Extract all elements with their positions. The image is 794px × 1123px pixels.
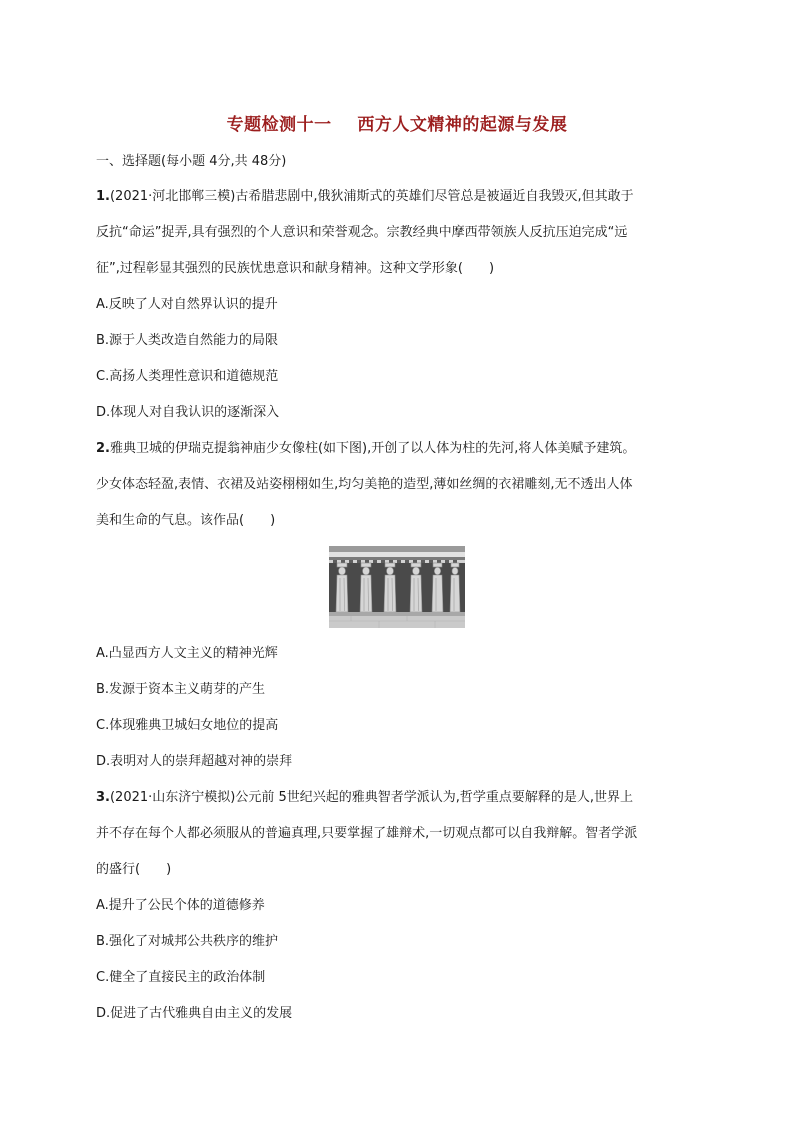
- section-header: 一、选择题(每小题 4分,共 48分): [96, 154, 287, 169]
- question-1-line-1: [96, 188, 696, 206]
- question-2-line-1: [96, 440, 696, 458]
- question-text: 雅典卫城的伊瑞克提翁神庙少女像柱(如下图),开创了以人体为柱的先河,将人体美赋予建筑。: [109, 441, 636, 456]
- question-1-option-c: C.高扬人类理性意识和道德规范: [96, 369, 279, 384]
- question-2-line-3: 美和生命的气息。该作品( ): [96, 513, 276, 528]
- question-3-option-b: B.强化了对城邦公共秩序的维护: [96, 934, 279, 949]
- question-3-option-d: D.促进了古代雅典自由主义的发展: [96, 1006, 293, 1021]
- question-3-option-c: C.健全了直接民主的政治体制: [96, 970, 266, 985]
- caryatid-photo-icon: [329, 546, 465, 628]
- page-title: 专题检测十一 西方人文精神的起源与发展: [226, 115, 568, 135]
- question-text: (2021·河北邯郸三模)古希腊悲剧中,俄狄浦斯式的英雄们尽管总是被逼近自我毁灭,但其敢于: [109, 189, 634, 204]
- question-2-option-b: B.发源于资本主义萌芽的产生: [96, 682, 266, 697]
- question-3-line-1: [96, 789, 696, 807]
- question-2-option-a: A.凸显西方人文主义的精神光辉: [96, 646, 278, 661]
- question-1-option-d: D.体现人对自我认识的逐渐深入: [96, 405, 280, 420]
- question-number: 2.: [96, 441, 110, 456]
- question-text: (2021·山东济宁模拟)公元前 5世纪兴起的雅典智者学派认为,哲学重点要解释的是人,世界上: [109, 790, 634, 805]
- question-1-option-b: B.源于人类改造自然能力的局限: [96, 333, 279, 348]
- question-1-line-2: 反抗“命运”捉弄,具有强烈的个人意识和荣誉观念。宗教经典中摩西带领族人反抗压迫完成“远: [96, 225, 628, 240]
- question-3-line-3: 的盛行( ): [96, 862, 172, 877]
- question-1-line-3: 征”,过程彰显其强烈的民族忧患意识和献身精神。这种文学形象( ): [96, 261, 495, 276]
- question-2-option-c: C.体现雅典卫城妇女地位的提高: [96, 718, 279, 733]
- question-2-line-2: 少女体态轻盈,表情、衣裙及站姿栩栩如生,均匀美艳的造型,薄如丝绸的衣裙雕刻,无不透出人体: [96, 477, 633, 492]
- question-1-option-a: A.反映了人对自然界认识的提升: [96, 297, 278, 312]
- question-2-option-d: D.表明对人的崇拜超越对神的崇拜: [96, 754, 293, 769]
- question-3-option-a: A.提升了公民个体的道德修养: [96, 898, 265, 913]
- question-number: 1.: [96, 189, 110, 204]
- question-3-line-2: 并不存在每个人都必须服从的普遍真理,只要掌握了雄辩术,一切观点都可以自我辩解。智者学派: [96, 826, 638, 841]
- caryatid-porch-photo: [329, 546, 465, 628]
- question-number: 3.: [96, 790, 110, 805]
